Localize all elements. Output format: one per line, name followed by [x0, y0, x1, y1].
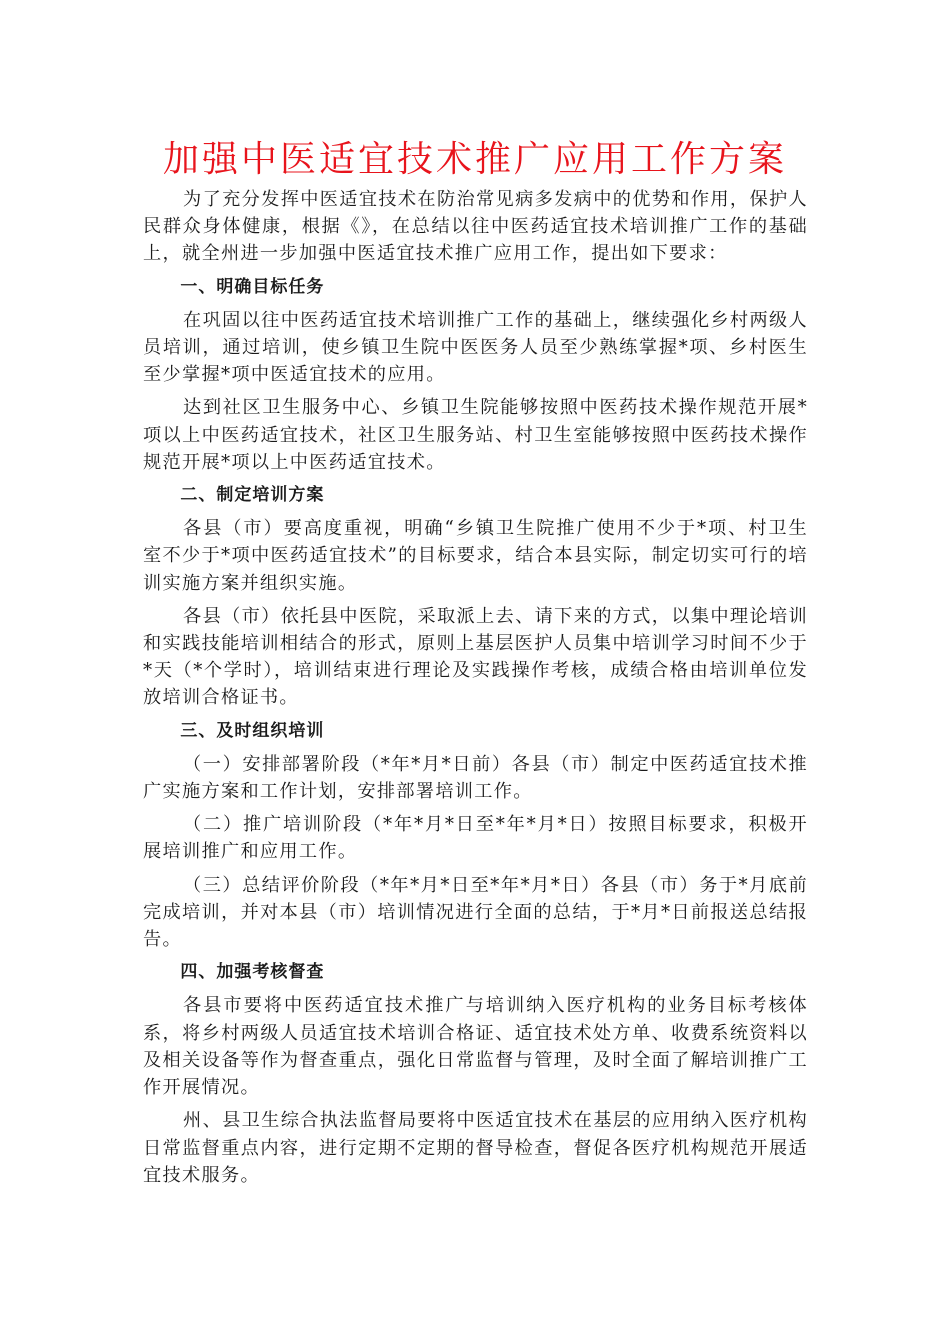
section-heading: 一、明确目标任务	[180, 276, 325, 297]
section-paragraph: 州、县卫生综合执法监督局要将中医适宜技术在基层的应用纳入医疗机构日常监督重点内容，进行定期不定期的督导检查，督促各医疗机构规范开展适宜技术服务。	[143, 1110, 808, 1186]
section-heading: 二、制定培训方案	[180, 485, 325, 506]
section-heading: 四、加强考核督查	[180, 962, 325, 983]
section-paragraph: 各县市要将中医药适宜技术推广与培训纳入医疗机构的业务目标考核体系，将乡村两级人员适宜技术培训合格证、适宜技术处方单、收费系统资料以及相关设备等作为督查重点，强化日常监督与管理，及时全面了解培训推广工作开展情况。	[143, 995, 808, 1099]
section-1	[143, 274, 808, 476]
section-3	[143, 718, 808, 954]
section-4	[143, 959, 808, 1189]
section-paragraph: （一）安排部署阶段（*年*月*日前）各县（市）制定中医药适宜技术推广实施方案和工作计划，安排部署培训工作。	[143, 753, 808, 803]
document-body	[143, 186, 808, 1195]
section-paragraph: 在巩固以往中医药适宜技术培训推广工作的基础上，继续强化乡村两级人员培训，通过培训，使乡镇卫生院中医医务人员至少熟练掌握*项、乡村医生至少掌握*项中医适宜技术的应用。	[143, 309, 808, 386]
section-paragraph: 各县（市）依托县中医院，采取派上去、请下来的方式，以集中理论培训和实践技能培训相结合的形式，原则上基层医护人员集中培训学习时间不少于*天（*个学时），培训结束进行理论及实践操作考核，成绩合格由培训单位发放培训合格证书。	[143, 605, 808, 709]
document-title: 加强中医适宜技术推广应用工作方案	[162, 139, 787, 180]
section-paragraph: （二）推广培训阶段（*年*月*日至*年*月*日）按照目标要求，积极开展培训推广和应用工作。	[143, 814, 808, 863]
section-paragraph: 各县（市）要高度重视，明确“乡镇卫生院推广使用不少于*项、村卫生室不少于*项中医药适宜技术”的目标要求，结合本县实际，制定切实可行的培训实施方案并组织实施。	[143, 518, 808, 594]
section-heading: 三、及时组织培训	[180, 720, 325, 741]
section-2	[143, 482, 808, 712]
section-paragraph: （三）总结评价阶段（*年*月*日至*年*月*日）各县（市）务于*月底前完成培训，并对本县（市）培训情况进行全面的总结，于*月*日前报送总结报告。	[143, 874, 808, 951]
section-paragraph: 达到社区卫生服务中心、乡镇卫生院能够按照中医药技术操作规范开展*项以上中医药适宜技术，社区卫生服务站、村卫生室能够按照中医药技术操作规范开展*项以上中医药适宜技术。	[143, 397, 808, 473]
intro-paragraph: 为了充分发挥中医适宜技术在防治常见病多发病中的优势和作用，保护人民群众身体健康，根据《》，在总结以往中医药适宜技术培训推广工作的基础上，就全州进一步加强中医适宜技术推广应用工作，提出如下要求：	[143, 189, 808, 265]
